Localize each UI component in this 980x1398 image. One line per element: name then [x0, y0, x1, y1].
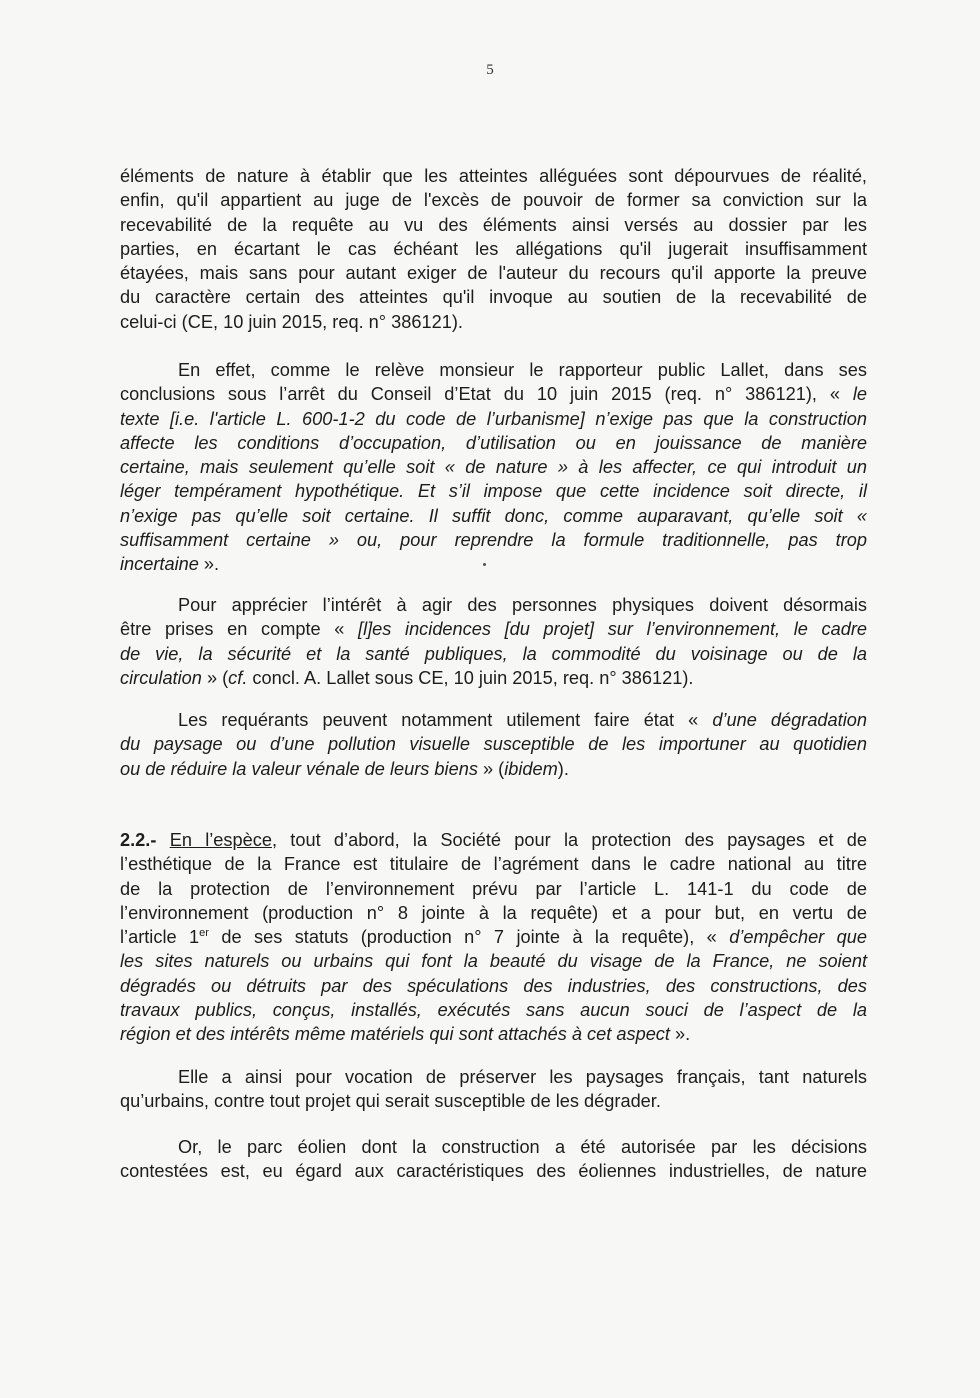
text-line [120, 925, 867, 949]
quote-segment: le [852, 384, 867, 405]
text-line: Pour apprécier l’intérêt à agir des personnes physiques doivent désormais [178, 595, 867, 615]
text-segment: de ses statuts (production n° 7 jointe à la requête), « [208, 927, 730, 948]
paragraph-1 [120, 164, 867, 334]
text-line [120, 1022, 867, 1046]
text-segment: l’article 1 [120, 927, 200, 948]
text-segment: concl. A. Lallet sous CE, 10 juin 2015, req. n° 386121). [247, 667, 694, 688]
text-line [120, 617, 867, 641]
text-line [120, 407, 867, 431]
text-line [120, 382, 867, 406]
text-line [120, 949, 867, 973]
text-segment: être prises en compte « [120, 619, 359, 640]
quote-segment: de vie, la sécurité et la santé publiques, la commodité du voisinage ou de la [120, 643, 867, 664]
text-line [120, 666, 867, 690]
cf-abbrev: cf. [228, 667, 248, 688]
quote-segment: région et des intérêts même matériels qui sont attachés à cet aspect [120, 1024, 670, 1045]
text-line [120, 732, 867, 756]
text-segment: Les requérants peuvent notamment utilement faire état « [178, 710, 713, 730]
text-line [120, 998, 867, 1022]
text-line [120, 974, 867, 998]
scan-speck [483, 563, 486, 566]
text-line: l’environnement (production n° 8 jointe à la requête) et a pour but, en vertu de [120, 902, 867, 923]
text-line: l’esthétique de la France est titulaire de l’agrément dans le cadre national au titre [120, 854, 867, 875]
underlined-phrase: En l’espèce [169, 830, 272, 850]
text-line [120, 708, 867, 732]
section-2-2 [120, 828, 867, 1047]
text-line [120, 552, 867, 576]
text-segment: , tout d’abord, la Société pour la protection des paysages et de [271, 830, 868, 850]
text-line [120, 504, 867, 528]
quote-segment: n’exige pas qu’elle soit certaine. Il suffit donc, comme auparavant, qu’elle soit « [120, 505, 867, 526]
text-line: contestées est, eu égard aux caractéristiques des éoliennes industrielles, de nature [120, 1161, 867, 1182]
text-line [120, 431, 867, 455]
text-line [120, 642, 867, 666]
text-segment: » ( [201, 667, 229, 688]
quote-segment: circulation [120, 667, 202, 688]
quote-segment: du paysage ou d’une pollution visuelle susceptible de les importuner au quotidien [120, 734, 867, 755]
text-line: enfin, qu'il appartient au juge de l'excès de pouvoir de former sa conviction sur la [120, 190, 867, 211]
quote-segment: d’empêcher que [729, 927, 867, 948]
section-number: 2.2.- [120, 830, 157, 850]
quote-segment: certaine, mais seulement qu’elle soit « de nature » à les affecter, ce qui introduit un [120, 457, 867, 478]
quote-segment: incertaine [120, 554, 199, 575]
quote-segment: suffisamment certaine » ou, pour reprendre la formule traditionnelle, pas trop [120, 530, 867, 551]
quote-segment: affecte les conditions d’occupation, d’utilisation ou en jouissance de manière [120, 432, 867, 453]
text-line: de la protection de l’environnement prévu par l’article L. 141-1 du code de [120, 878, 867, 899]
quote-segment: [l]es incidences [du projet] sur l’environnement, le cadre [358, 619, 867, 640]
text-segment: » ( [477, 758, 505, 779]
text-line [120, 455, 867, 479]
quote-segment: les sites naturels ou urbains qui font la beauté du visage de la France, ne soient [120, 951, 867, 972]
quote-segment: dégradés ou détruits par des spéculations des industries, des constructions, des [120, 975, 867, 996]
text-line [120, 479, 867, 503]
quote-segment: léger tempérament hypothétique. Et s’il impose que cette incidence soit directe, il [120, 481, 867, 502]
text-segment: ). [557, 758, 569, 779]
text-segment: ». [669, 1024, 691, 1045]
text-line: celui-ci (CE, 10 juin 2015, req. n° 386121). [120, 311, 463, 332]
text-line: Or, le parc éolien dont la construction a été autorisée par les décisions [178, 1137, 867, 1157]
paragraph-4 [120, 708, 867, 781]
text-line: étayées, mais sans pour autant exiger de l'auteur du recours qu'il apporte la preuve [120, 263, 867, 284]
text-line: recevabilité de la requête au vu des éléments ainsi versés au dossier par les [120, 214, 867, 235]
text-line [120, 757, 867, 781]
text-segment: conclusions sous l’arrêt du Conseil d’Etat du 10 juin 2015 (req. n° 386121), « [120, 384, 853, 405]
ibidem: ibidem [504, 758, 558, 779]
text-line [120, 528, 867, 552]
text-line: du caractère certain des atteintes qu'il invoque au soutien de la recevabilité de [120, 287, 867, 308]
text-line [120, 828, 867, 852]
paragraph-3 [120, 593, 867, 690]
text-line: parties, en écartant le cas échéant les allégations qu'il jugerait insuffisamment [120, 238, 867, 259]
quote-segment: travaux publics, conçus, installés, exécutés sans aucun souci de l’aspect de la [120, 1000, 867, 1021]
quote-segment: ou de réduire la valeur vénale de leurs biens [120, 758, 478, 779]
text-line: éléments de nature à établir que les atteintes alléguées sont dépourvues de réalité, [120, 166, 867, 186]
quote-segment: texte [i.e. l'article L. 600-1-2 du code de l’urbanisme] n’exige pas que la construction [120, 408, 867, 429]
paragraph-7 [120, 1135, 867, 1184]
text-line: Elle a ainsi pour vocation de préserver les paysages français, tant naturels [178, 1067, 867, 1087]
superscript: er [199, 927, 209, 940]
text-line: En effet, comme le relève monsieur le rapporteur public Lallet, dans ses [178, 360, 867, 380]
text-line: qu’urbains, contre tout projet qui serait susceptible de les dégrader. [120, 1091, 661, 1112]
paragraph-2 [120, 358, 867, 577]
text-segment: ». [198, 554, 220, 575]
paragraph-6 [120, 1065, 867, 1114]
quote-segment: d’une dégradation [712, 710, 867, 730]
page-number: 5 [486, 62, 494, 78]
